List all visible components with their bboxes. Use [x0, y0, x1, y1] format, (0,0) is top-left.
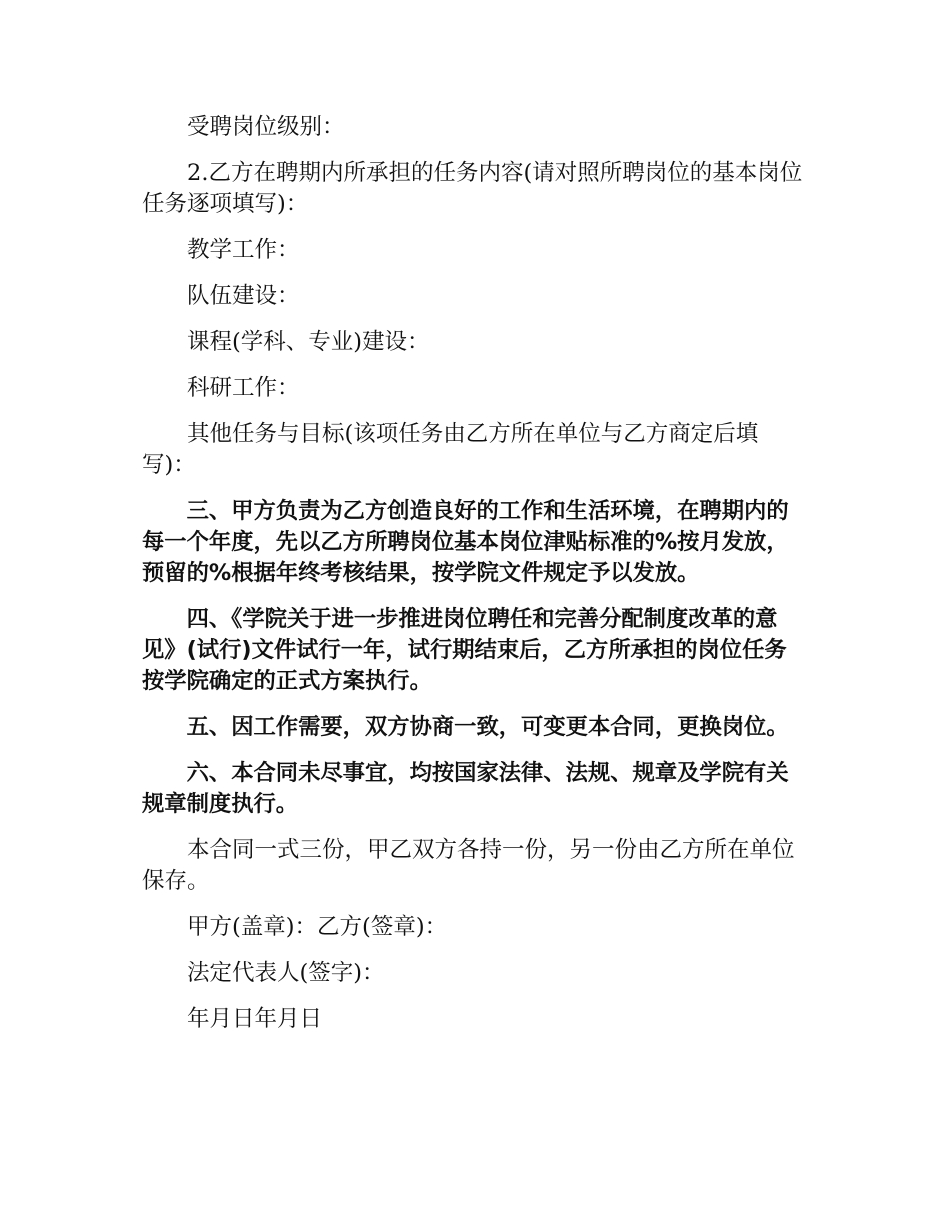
paragraph-position-level: 受聘岗位级别： — [187, 114, 345, 140]
document-body — [142, 112, 808, 1050]
paragraph-clause-six: 六、本合同未尽事宜，均按国家法律、法规、规章及学院有关规章制度执行。 — [142, 760, 789, 817]
paragraph-legal-representative: 法定代表人(签字)： — [187, 960, 385, 986]
paragraph-party-seals: 甲方(盖章)：乙方(签章)： — [187, 914, 448, 940]
paragraph-other-tasks: 其他任务与目标(该项任务由乙方所在单位与乙方商定后填写)： — [142, 421, 759, 478]
paragraph-task-content: 2.乙方在聘期内所承担的任务内容(请对照所聘岗位的基本岗位任务逐项填写)： — [142, 160, 803, 217]
paragraph-dates: 年月日年月日 — [187, 1006, 323, 1032]
paragraph-course-building: 课程(学科、专业)建设： — [187, 329, 430, 355]
paragraph-team-building: 队伍建设： — [187, 283, 300, 309]
paragraph-clause-five: 五、因工作需要，双方协商一致，可变更本合同，更换岗位。 — [186, 714, 789, 740]
paragraph-copies: 本合同一式三份，甲乙双方各持一份，另一份由乙方所在单位保存。 — [142, 837, 795, 894]
paragraph-clause-four: 四、《学院关于进一步推进岗位聘任和完善分配制度改革的意见》(试行)文件试行一年，试行期结束后，乙方所承担的岗位任务按学院确定的正式方案执行。 — [142, 606, 787, 694]
paragraph-research-work: 科研工作： — [187, 375, 300, 401]
paragraph-clause-three: 三、甲方负责为乙方创造良好的工作和生活环境，在聘期内的每一个年度，先以乙方所聘岗位基本岗位津贴标准的%按月发放，预留的%根据年终考核结果，按学院文件规定予以发放。 — [142, 498, 789, 586]
paragraph-teaching-work: 教学工作： — [187, 237, 300, 263]
